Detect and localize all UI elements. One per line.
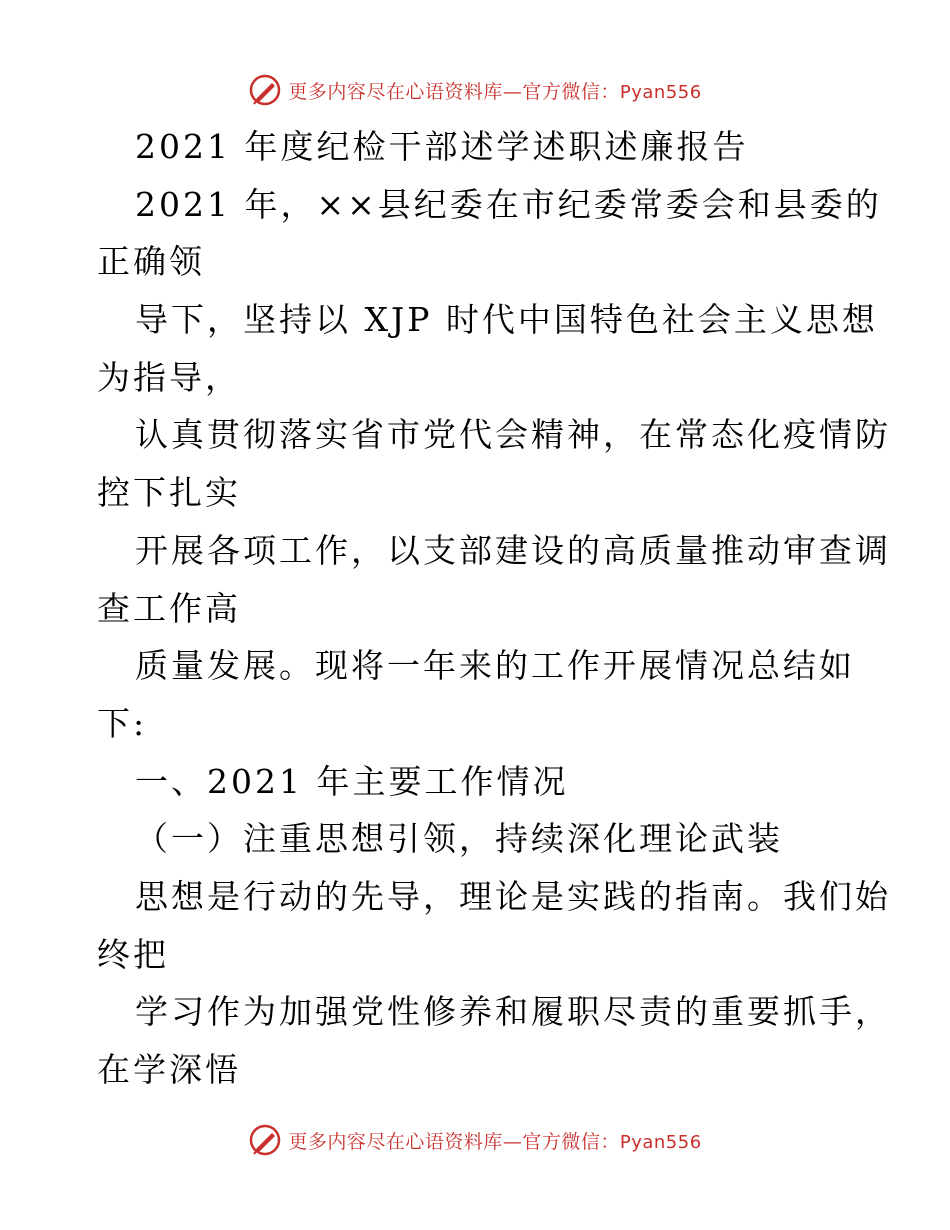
text-line: 为指导， xyxy=(97,357,241,397)
text-line: 正确领 xyxy=(97,242,205,282)
text-line: 认真贯彻落实省市党代会精神，在常态化疫情防 xyxy=(135,415,891,455)
text-line: 下: xyxy=(97,703,148,743)
document-body xyxy=(0,118,950,1099)
text-line: 在学深悟 xyxy=(97,1050,241,1089)
text-line: 2021 年，××县纪委在市纪委常委会和县委的 xyxy=(135,184,882,224)
text-line: 查工作高 xyxy=(97,588,241,628)
text-line: 思想是行动的先导，理论是实践的指南。我们始 xyxy=(135,876,891,916)
text-line: 2021 年度纪检干部述学述职述廉报告 xyxy=(135,127,749,166)
text-line: 质量发展。现将一年来的工作开展情况总结如 xyxy=(135,646,855,686)
watermark-header xyxy=(0,70,950,110)
text-line: 一、2021 年主要工作情况 xyxy=(135,761,569,801)
quill-logo-icon xyxy=(248,1123,282,1157)
watermark-text: 更多内容尽在心语资料库—官方微信：Pyan556 xyxy=(288,1130,702,1153)
text-line: 终把 xyxy=(97,934,169,974)
text-line: 开展各项工作，以支部建设的高质量推动审查调 xyxy=(135,530,891,570)
text-line: （一）注重思想引领，持续深化理论武装 xyxy=(135,819,783,859)
text-line: 导下，坚持以 XJP 时代中国特色社会主义思想 xyxy=(135,300,878,340)
text-line: 学习作为加强党性修养和履职尽责的重要抓手， xyxy=(135,992,891,1032)
text-line: 控下扎实 xyxy=(97,473,241,513)
watermark-footer xyxy=(0,1120,950,1160)
quill-logo-icon xyxy=(248,73,282,107)
watermark-text: 更多内容尽在心语资料库—官方微信：Pyan556 xyxy=(288,80,702,103)
